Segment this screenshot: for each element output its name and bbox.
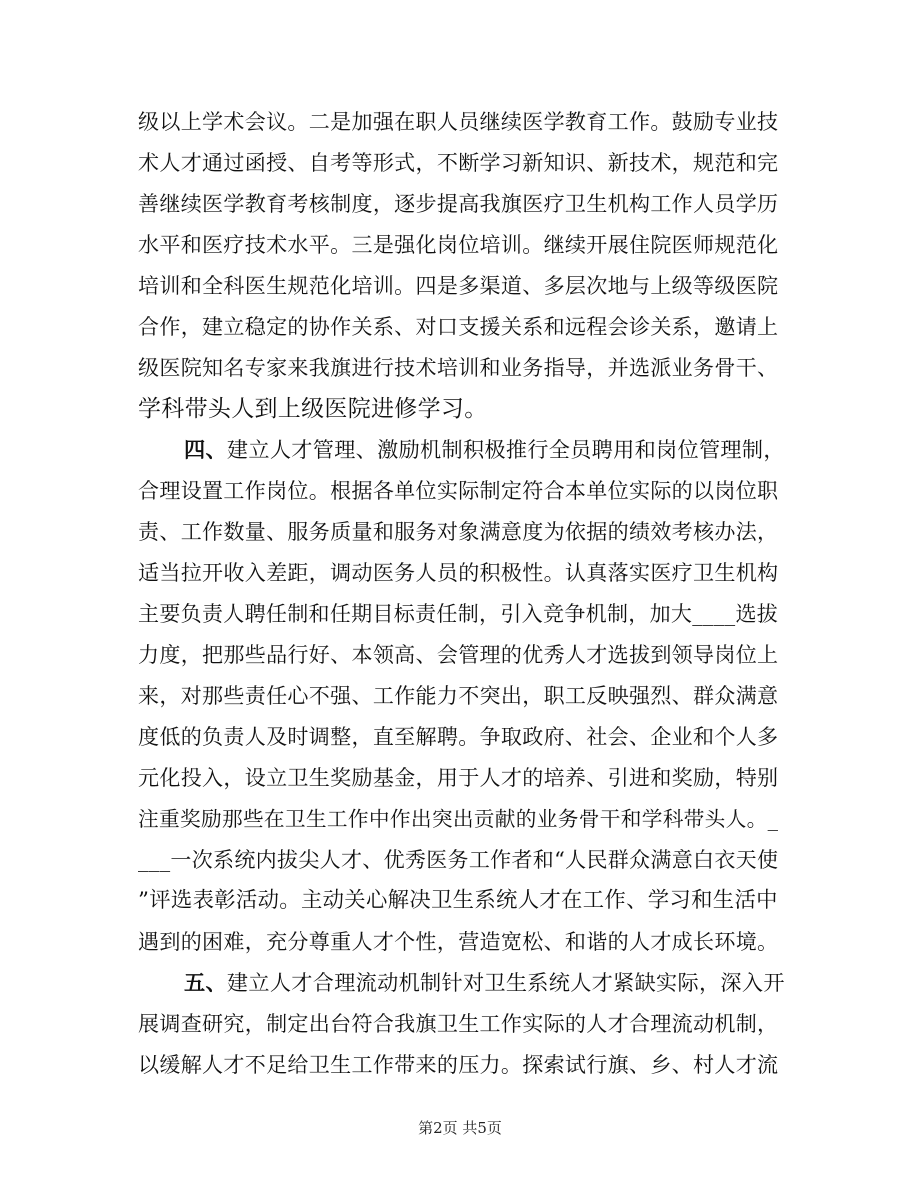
text-line: ___一次系统内拔尖人才、优秀医务工作者和“人民群众满意白衣天使 [138, 847, 779, 872]
section-4-text: 建立人才管理、激励机制积极推行全员聘用和岗位管理制， [226, 437, 785, 462]
text-line: 以缓解人才不足给卫生工作带来的压力。探索试行旗、乡、村人才流 [138, 1052, 779, 1077]
text-line: 术人才通过函授、自考等形式，不断学习新知识、新技术，规范和完 [138, 150, 779, 175]
text-line: 注重奖励那些在卫生工作中作出突出贡献的业务骨干和学科带头人。_ [138, 807, 779, 831]
text-line: 责、工作数量、服务质量和服务对象满意度为依据的绩效考核办法， [138, 519, 779, 544]
text-line: 合理设置工作岗位。根据各单位实际制定符合本单位实际的以岗位职 [138, 478, 779, 503]
text-line: 元化投入，设立卫生奖励基金，用于人才的培养、引进和奖励，特别 [138, 765, 779, 790]
text-line: 水平和医疗技术水平。三是强化岗位培训。继续开展住院医师规范化 [138, 232, 779, 257]
section-5-heading: 五、 [184, 970, 227, 995]
text-line: 适当拉开收入差距，调动医务人员的积极性。认真落实医疗卫生机构 [138, 560, 779, 585]
text-line: 善继续医学教育考核制度，逐步提高我旗医疗卫生机构工作人员学历 [138, 191, 779, 216]
section-5-text: 建立人才合理流动机制针对卫生系统人才紧缺实际，深入开 [226, 970, 785, 995]
text-line: 遇到的困难，充分尊重人才个性，营造宽松、和谐的人才成长环境。 [138, 929, 779, 954]
section-5-first-line [184, 963, 784, 1003]
section-4-first-line [184, 430, 784, 470]
text-line: 级医院知名专家来我旗进行技术培训和业务指导，并选派业务骨干、 [138, 355, 779, 380]
text-line: 力度，把那些品行好、本领高、会管理的优秀人才选拔到领导岗位上 [138, 642, 779, 667]
text-line: 培训和全科医生规范化培训。四是多渠道、多层次地与上级等级医院 [138, 273, 779, 298]
text-line: 主要负责人聘任制和任期目标责任制，引入竞争机制，加大____选拔 [138, 601, 779, 626]
text-line: 级以上学术会议。二是加强在职人员继续医学教育工作。鼓励专业技 [138, 109, 779, 134]
text-line: 来，对那些责任心不强、工作能力不突出，职工反映强烈、群众满意 [138, 683, 779, 708]
text-line: 学科带头人到上级医院进修学习。 [138, 396, 488, 422]
text-line: ”评选表彰活动。主动关心解决卫生系统人才在工作、学习和生活中 [138, 888, 778, 913]
text-line: 合作，建立稳定的协作关系、对口支援关系和远程会诊关系，邀请上 [138, 314, 779, 339]
text-line: 度低的负责人及时调整，直至解聘。争取政府、社会、企业和个人多 [138, 724, 779, 749]
page-number: 第2页 共5页 [418, 1119, 502, 1137]
section-4-heading: 四、 [184, 437, 227, 462]
text-line: 展调查研究，制定出台符合我旗卫生工作实际的人才合理流动机制， [138, 1011, 779, 1036]
